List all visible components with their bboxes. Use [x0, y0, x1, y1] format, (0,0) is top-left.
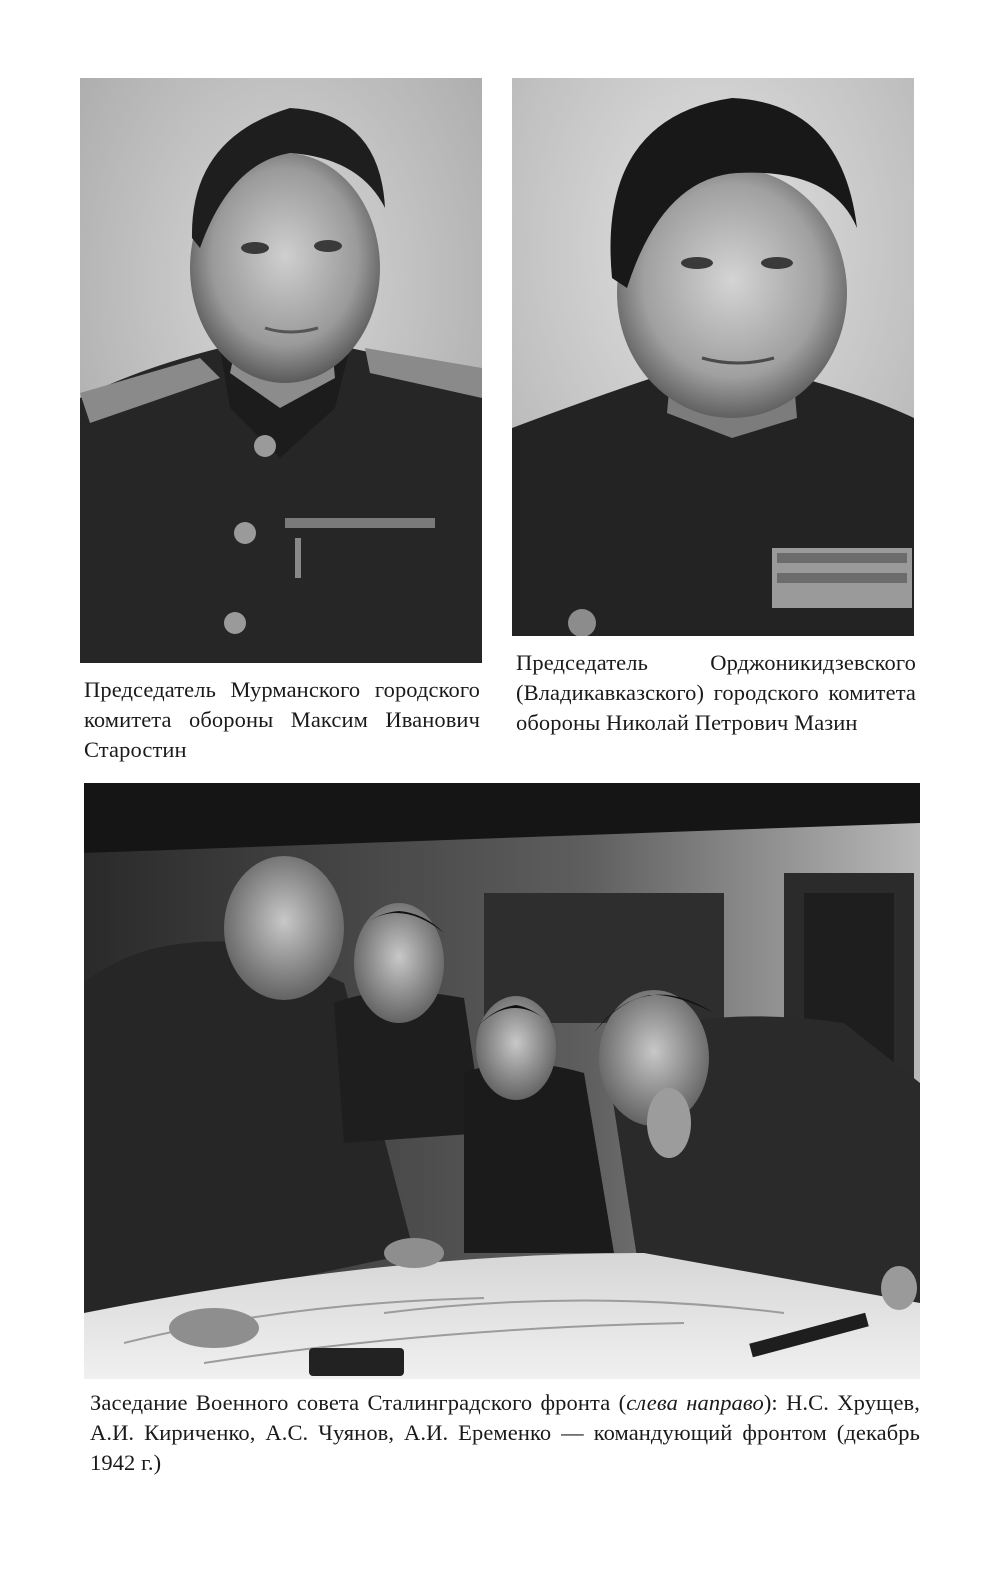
caption-text-part: ): Н.С. Хрущев, А.И. Кириченко, А.С. Чуянов, А.И. Еременко — командующий фронтом (декабрь 1942 г.) — [90, 1390, 921, 1475]
caption-italic-direction: слева направо — [626, 1390, 764, 1415]
caption-text-part: Заседание Военного совета Сталинградского фронта ( — [90, 1390, 627, 1415]
photo-caption-council — [90, 1388, 920, 1478]
photo-caption-mazin: Председатель Орджоникидзевского (Владикавказского) городского комитета обороны Николай Петрович Мазин — [516, 650, 916, 735]
portrait-image — [80, 78, 482, 663]
group-photo-image — [84, 783, 920, 1379]
portrait-photo-mazin — [512, 78, 914, 636]
portrait-image — [512, 78, 914, 636]
portrait-photo-starostin — [80, 78, 482, 663]
photo-caption-starostin: Председатель Мурманского городского комитета обороны Максим Иванович Старостин — [84, 677, 480, 762]
group-photo-military-council — [84, 783, 920, 1379]
